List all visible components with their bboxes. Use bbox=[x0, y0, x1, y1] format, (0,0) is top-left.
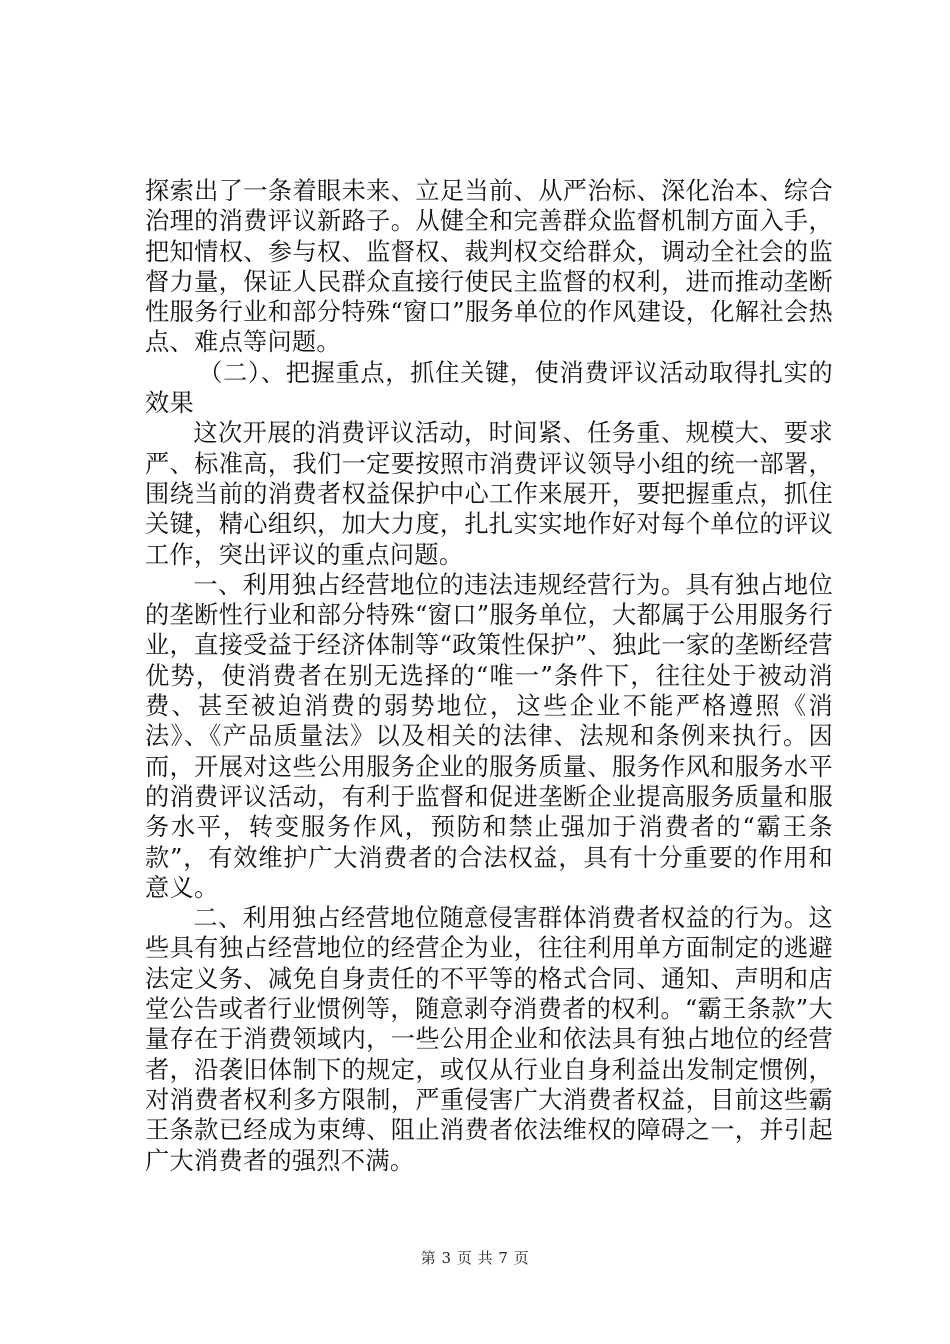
section-heading: （二）、把握重点，抓住关键，使消费评议活动取得扎实的效果 bbox=[145, 358, 833, 418]
page-number-footer: 第 3 页 共 7 页 bbox=[420, 1249, 530, 1267]
paragraph-continuation: 探索出了一条着眼未来、立足当前、从严治标、深化治本、综合治理的消费评议新路子。从健全和完善群众监督机制方面入手，把知情权、参与权、监督权、裁判权交给群众，调动全社会的监督力量，保证人民群众直接行使民主监督的权利，进而推动垄断性服务行业和部分特殊“窗口”服务单位的作风建设，化解社会热点、难点等问题。 bbox=[145, 177, 833, 357]
paragraph-point-two: 二、利用独占经营地位随意侵害群体消费者权益的行为。这些具有独占经营地位的经营企为业，往往利用单方面制定的逃避法定义务、减免自身责任的不平等的格式合同、通知、声明和店堂公告或者行业惯例等，随意剥夺消费者的权利。“霸王条款”大量存在于消费领域内，一些公用企业和依法具有独占地位的经营者，沿袭旧体制下的规定，或仅从行业自身利益出发制定惯例，对消费者权利多方限制，严重侵害广大消费者权益，目前这些霸王条款已经成为束缚、阻止消费者依法维权的障碍之一，并引起广大消费者的强烈不满。 bbox=[145, 904, 833, 1175]
paragraph-point-one: 一、利用独占经营地位的违法违规经营行为。具有独占地位的垄断性行业和部分特殊“窗口”服务单位，大都属于公用服务行业，直接受益于经济体制等“政策性保护”、独此一家的垄断经营优势，使消费者在别无选择的“唯一”条件下，往往处于被动消费、甚至被迫消费的弱势地位，这些企业不能严格遵照《消法》、《产品质量法》以及相关的法律、法规和条例来执行。因而，开展对这些公用服务企业的服务质量、服务作风和服务水平的消费评议活动，有利于监督和促进垄断企业提高服务质量和服务水平，转变服务作风，预防和禁止强加于消费者的“霸王条款”，有效维护广大消费者的合法权益，具有十分重要的作用和意义。 bbox=[145, 570, 833, 902]
document-body bbox=[145, 176, 833, 1176]
paragraph-overview: 这次开展的消费评议活动，时间紧、任务重、规模大、要求严、标准高，我们一定要按照市消费评议领导小组的统一部署，围绕当前的消费者权益保护中心工作来展开，要把握重点，抓住关键，精心组织，加大力度，扎扎实实地作好对每个单位的评议工作，突出评议的重点问题。 bbox=[145, 419, 833, 569]
